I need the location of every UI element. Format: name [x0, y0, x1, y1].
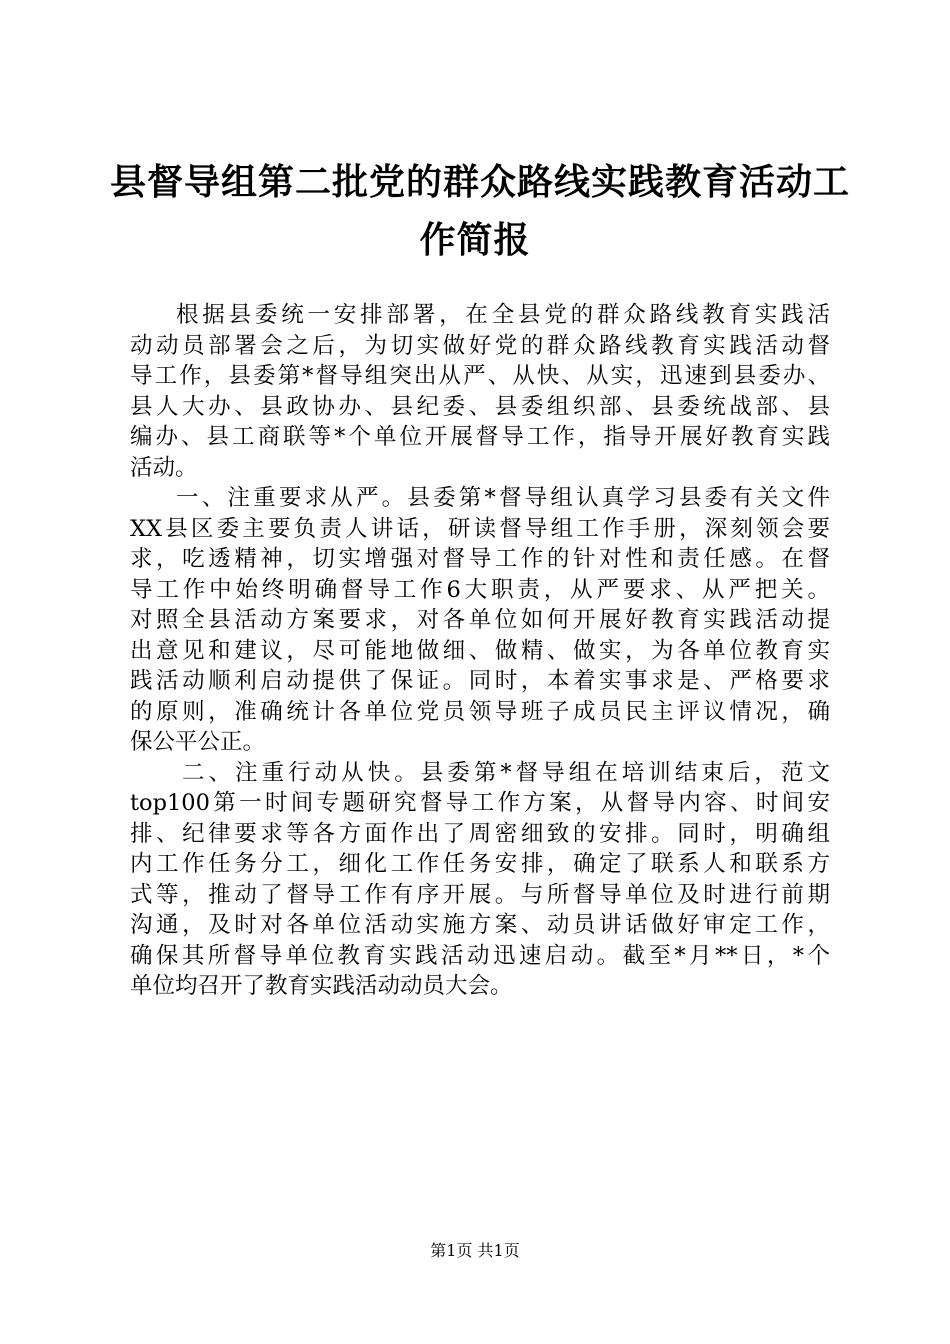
document-title-line-1: 县督导组第二批党的群众路线实践教育活动工 — [110, 161, 851, 203]
paragraph-quick-action — [130, 758, 830, 1002]
paragraph-line: 沟通，及时对各单位活动实施方案、动员讲话做好审定工作， — [130, 912, 830, 938]
paragraph-line: 编办、县工商联等*个单位开展督导工作，指导开展好教育实践 — [130, 424, 830, 450]
paragraph-line: 单位均召开了教育实践活动动员大会。 — [130, 973, 513, 999]
paragraph-line: 求，吃透精神，切实增强对督导工作的针对性和责任感。在督 — [130, 546, 830, 572]
paragraph-line: 保公平公正。 — [130, 729, 266, 755]
paragraph-intro — [130, 300, 830, 483]
paragraph-strict-requirements — [130, 483, 830, 758]
paragraph-line: 的原则，准确统计各单位党员领导班子成员民主评议情况，确 — [130, 698, 830, 725]
paragraph-line: 出意见和建议，尽可能地做细、做精、做实，为各单位教育实 — [130, 637, 830, 664]
paragraph-line: 根据县委统一安排部署，在全县党的群众路线教育实践活 — [176, 302, 830, 328]
paragraph-line: 动动员部署会之后，为切实做好党的群众路线教育实践活动督 — [130, 332, 830, 359]
paragraph-line: 导工作，县委第*督导组突出从严、从快、从实，迅速到县委办、 — [130, 363, 830, 389]
paragraph-line: 排、纪律要求等各方面作出了周密细致的安排。同时，明确组 — [130, 820, 830, 847]
paragraph-line: top100第一时间专题研究督导工作方案，从督导内容、时间安 — [130, 790, 830, 816]
paragraph-line: 践活动顺利启动提供了保证。同时，本着实事求是、严格要求 — [130, 668, 830, 694]
paragraph-line: XX县区委主要负责人讲话，研读督导组工作手册，深刻领会要 — [130, 515, 830, 542]
paragraph-line: 式等，推动了督导工作有序开展。与所督导单位及时进行前期 — [130, 881, 830, 908]
paragraph-line: 二、注重行动从快。县委第*督导组在培训结束后，范文 — [182, 759, 830, 786]
page-footer: 第1页 共1页 — [430, 1241, 520, 1260]
paragraph-line: 对照全县活动方案要求，对各单位如何开展好教育实践活动提 — [130, 607, 830, 633]
paragraph-line: 确保其所督导单位教育实践活动迅速启动。截至*月**日，*个 — [130, 942, 830, 969]
document-body — [130, 300, 830, 1002]
paragraph-line: 活动。 — [130, 454, 198, 481]
paragraph-line: 导工作中始终明确督导工作6大职责，从严要求、从严把关。 — [130, 576, 830, 603]
paragraph-line: 县人大办、县政协办、县纪委、县委组织部、县委统战部、县 — [130, 393, 830, 420]
document-title-line-2: 作简报 — [419, 219, 531, 261]
paragraph-line: 内工作任务分工，细化工作任务安排，确定了联系人和联系方 — [130, 851, 830, 877]
paragraph-line: 一、注重要求从严。县委第*督导组认真学习县委有关文件 — [176, 485, 830, 511]
